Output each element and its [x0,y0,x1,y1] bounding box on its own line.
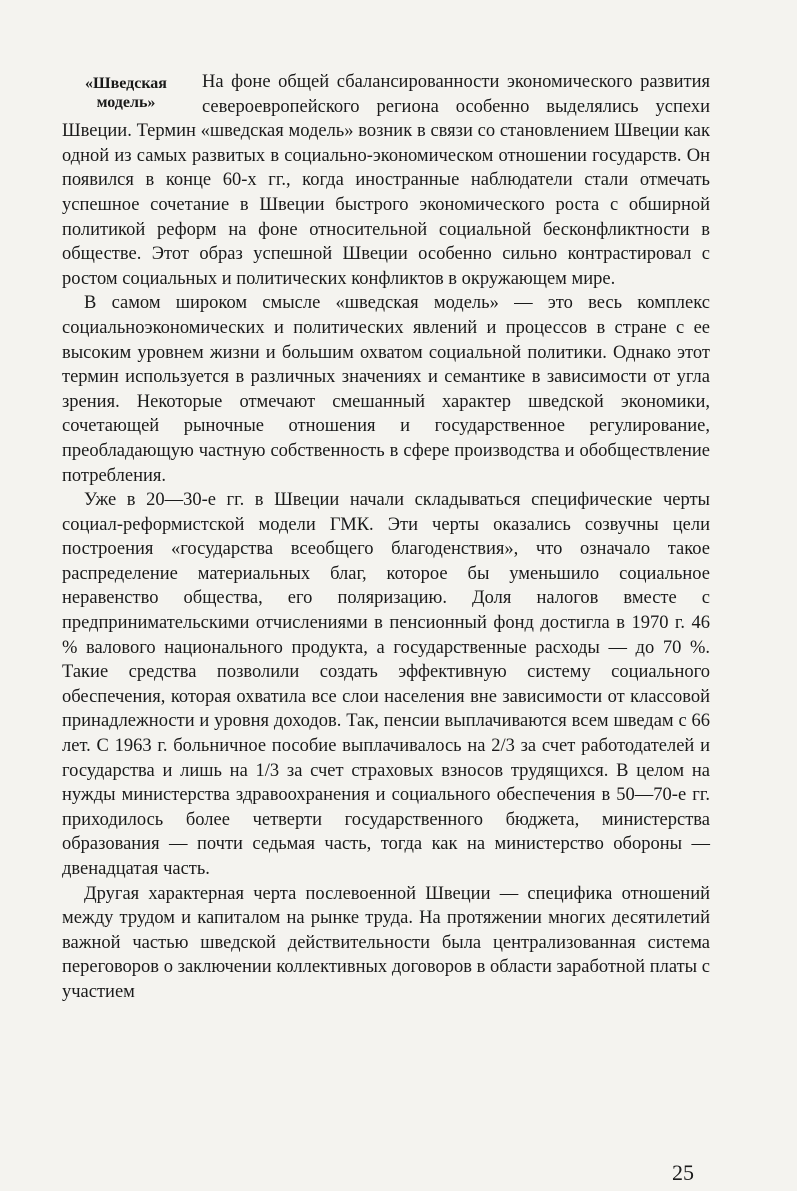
side-heading: «Шведская модель» [85,75,167,111]
page-number: 25 [672,1160,694,1185]
paragraph-2: В самом широком смысле «шведская модель» — это весь комплекс социальноэкономических и политических явлений и процессов в стране с ее высоким уровнем жизни и большим охватом социальной политики. Однако этот термин используется в различных значениях и семантике в зависимости от угла зрения. Некоторые отмечают смешанный характер шведской экономики, сочетающей рыночные отношения и государственное регулирование, преобладающую частную собственность в сфере производства и обобществление потребления. [62,293,710,486]
paragraph-4: Другая характерная черта послевоенной Швеции — специфика отношений между трудом и капиталом на рынке труда. На протяжении многих десятилетий важной частью шведской действительности была централизованная система переговоров о заключении коллективных договоров в области заработной платы с участием [62,883,710,1002]
paragraph-1: На фоне общей сбалансированности экономического развития североевропейского региона особенно выделялись успехи Швеции. Термин «шведская модель» возник в связи со становлением Швеции как одной из самых развитых в социально-экономическом отношении государств. Он появился в конце 60-х гг., когда иностранные наблюдатели стали отмечать успешное сочетание в Швеции быстрого экономического роста с обширной политикой реформ на фоне относительной социальной бесконфликтности в обществе. Этот образ успешной Швеции особенно сильно контрастировал с ростом социальных и политических конфликтов в окружающем мире. [62,72,710,289]
paragraph-3: Уже в 20—30-е гг. в Швеции начали складываться специфические черты социал-реформистской модели ГМК. Эти черты оказались созвучны цели построения «государства всеобщего благоденствия», что означало такое распределение материальных благ, которое бы уменьшило социальное неравенство общества, его поляризацию. Доля налогов вместе с предпринимательскими отчислениями в пенсионный фонд достигла в 1970 г. 46 % валового национального продукта, а государственные расходы — до 70 %. Такие средства позволили создать эффективную систему социального обеспечения, которая охватила все слои населения вне зависимости от классовой принадлежности и уровня доходов. Так, пенсии выплачиваются всем шведам с 66 лет. С 1963 г. больничное пособие выплачивалось на 2/3 за счет работодателей и государства и лишь на 1/3 за счет страховых взносов трудящихся. В целом на нужды министерства здравоохранения и социального обеспечения в 50—70-е гг. приходилось более четверти государственного бюджета, министерства образования — почти седьмая часть, тогда как на министерство обороны — двенадцатая часть. [62,490,710,879]
page-body [62,70,710,1005]
